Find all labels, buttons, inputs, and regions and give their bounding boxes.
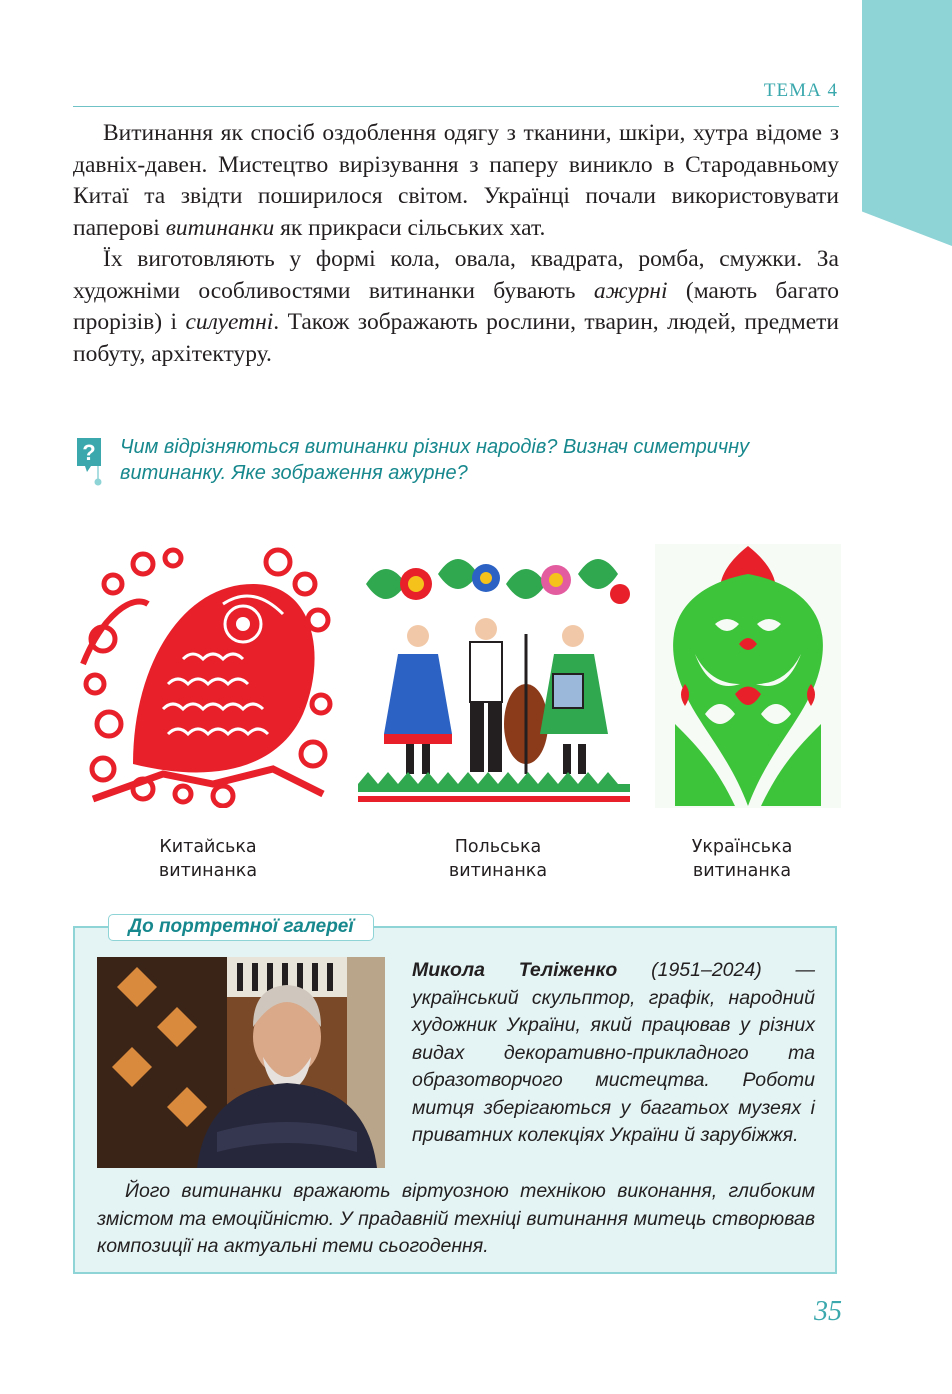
main-text	[73, 118, 839, 370]
topic-header: ТЕМА 4	[763, 80, 838, 101]
artist-years: (1951–2024) —	[617, 959, 816, 981]
caption-line: Польська	[454, 837, 542, 857]
term-vytynanky: витинанки	[165, 214, 275, 241]
artist-name: Микола Теліженко	[412, 959, 618, 981]
caption-ukrainian	[654, 835, 830, 883]
caption-line: Українська	[691, 837, 793, 857]
paragraph-1	[73, 118, 839, 244]
polish-papercut-image	[358, 544, 630, 810]
header-rule	[73, 106, 839, 107]
caption-line: Китайська	[159, 837, 257, 857]
ukrainian-papercut-image	[655, 544, 841, 808]
term-azhurni: ажурні	[593, 277, 668, 304]
text-span: Витинання як спосіб оздоблення одягу з тканини, шкіри, хутра відоме з давніх-давен. Мистецтво вирізування з паперу виникло в Стародавньому Китаї та звідти поширилося світом. Українці почали використовувати паперові	[73, 120, 839, 241]
text-span: (мають багато прорізів) і	[73, 277, 839, 335]
caption-line: витинанка	[692, 861, 792, 881]
portrait-gallery-tab: До портретної галереї	[108, 914, 374, 941]
artist-bio-body: український скульптор, графік, народний художник України, який працював у різних видах декоративно-прикладного та образотворчого мистецтва. Роботи митця зберігаються у багатьох музеях і приватних колекціях України й зарубіжжя.	[412, 986, 815, 1146]
caption-line: витинанка	[158, 861, 258, 881]
chinese-papercut-image	[73, 544, 335, 808]
caption-line: витинанка	[448, 861, 548, 881]
paragraph-2	[73, 244, 839, 370]
caption-polish	[410, 835, 586, 883]
caption-chinese	[120, 835, 296, 883]
page-number: 35	[814, 1296, 842, 1327]
text-span: Їх виготовляють у формі кола, овала, квадрата, ромба, смужки. За художніми особливостями витинанки бувають	[73, 246, 839, 304]
text-span: . Також зображають рослини, тварин, людей, предмети побуту, архітектуру.	[73, 309, 839, 367]
corner-tab-decoration	[862, 0, 952, 246]
term-syluetni: силуетні	[185, 309, 274, 335]
artist-bio	[412, 957, 815, 1150]
artist-portrait-photo	[97, 957, 385, 1168]
text-span: як прикраси сільських хат.	[274, 214, 546, 241]
question-mark-glyph: ?	[82, 440, 96, 465]
question-icon	[75, 436, 103, 486]
artist-bio-extra-paragraph: Його витинанки вражають віртуозною технікою виконання, глибоким змістом та емоційністю. У прадавній техніці витинання митець створював композиції на актуальні теми сьогодення.	[97, 1180, 815, 1257]
artist-bio-extra	[97, 1178, 815, 1261]
question-text: Чим відрізняються витинанки різних народів? Визнач симетричну витинанку. Яке зображення ажурне?	[120, 436, 750, 484]
